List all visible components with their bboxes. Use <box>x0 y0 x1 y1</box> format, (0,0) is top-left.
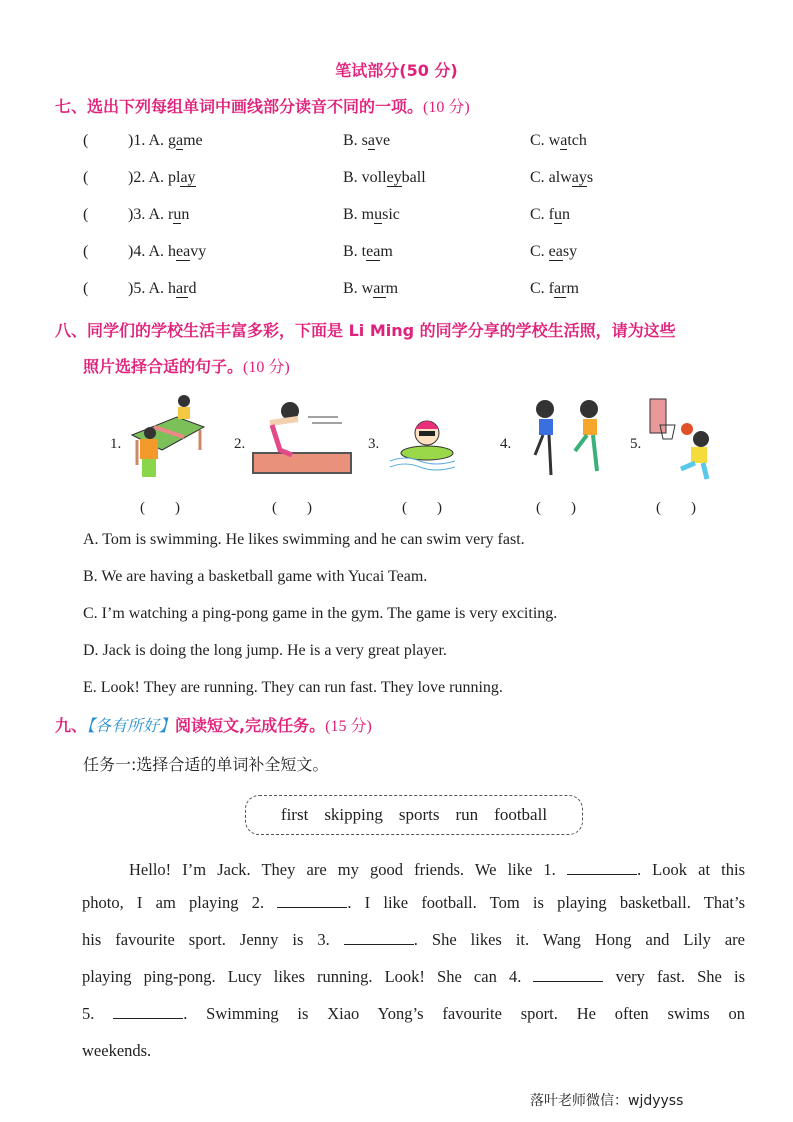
question-number: )3. A. <box>128 206 164 223</box>
question-number: )1. A. <box>128 132 164 149</box>
word: game <box>168 132 203 149</box>
blank-input[interactable] <box>277 893 347 908</box>
picture-number: 3. <box>368 436 380 452</box>
option-b: B. save <box>343 132 391 149</box>
question-paren[interactable]: ( <box>83 132 89 149</box>
picture-number: 4. <box>500 436 512 452</box>
passage-text: weekends. <box>82 1041 152 1060</box>
passage-text: . Swimming is Xiao Yong’s favourite sport. He often swims on <box>183 1004 745 1023</box>
passage-text: 5. <box>82 1004 114 1023</box>
passage-text: . Look at this <box>636 860 746 879</box>
question-number: )5. A. <box>128 280 164 297</box>
option-a <box>128 169 196 187</box>
blank-input[interactable] <box>533 967 603 982</box>
sentence-b: B. We are having a basketball game with Yucai Team. <box>83 568 428 585</box>
word: always <box>548 169 594 186</box>
word: heavy <box>168 243 207 260</box>
section-title: 笔试部分(50 分) <box>335 61 458 80</box>
option-b: B. music <box>343 206 400 223</box>
passage-text: very fast. She is <box>603 967 746 986</box>
word: run <box>168 206 190 223</box>
picture-number: 5. <box>630 436 642 452</box>
sentence-a: A. Tom is swimming. He likes swimming and he can swim very fast. <box>83 531 525 548</box>
question-number: )2. A. <box>128 169 164 186</box>
passage-line <box>82 930 745 950</box>
sentence-e: E. Look! They are running. They can run fast. They love running. <box>83 679 503 696</box>
word: warm <box>361 280 399 297</box>
passage-line <box>82 1004 745 1024</box>
word-bank-item: sports <box>398 805 440 824</box>
blank-input[interactable] <box>567 860 637 875</box>
blank-input[interactable] <box>344 930 414 945</box>
passage-text: playing ping-pong. Lucy likes running. Look! She can 4. <box>82 967 534 986</box>
passage-text: Hello! I’m Jack. They are my good friends. We like 1. <box>82 860 567 879</box>
word: volleyball <box>361 169 426 186</box>
word: farm <box>548 280 579 297</box>
answer-paren[interactable]: ( ) <box>536 500 576 516</box>
option-b: B. warm <box>343 280 399 297</box>
running-picture <box>515 395 610 483</box>
passage-line <box>82 1041 745 1061</box>
section8-heading-line2 <box>83 354 290 377</box>
picture-number: 1. <box>110 436 122 452</box>
passage-text: his favourite sport. Jenny is 3. <box>82 930 344 949</box>
answer-paren[interactable]: ( ) <box>402 500 442 516</box>
option-b: B. volleyball <box>343 169 426 186</box>
question-paren[interactable]: ( <box>83 280 89 297</box>
question-paren[interactable]: ( <box>83 243 89 260</box>
heading-text: 八、同学们的学校生活丰富多彩，下面是 Li Ming 的同学分享的学校生活照，请为这些 <box>55 321 676 340</box>
word-bank <box>245 795 583 835</box>
option-c: C. watch <box>530 132 587 149</box>
word: music <box>361 206 400 223</box>
option-c: C. easy <box>530 243 578 260</box>
option-a <box>128 206 189 224</box>
passage-text: . I like football. Tom is playing basketball. That’s <box>347 893 746 912</box>
heading-text: 阅读短文,完成任务。 <box>175 716 326 735</box>
sentence-c: C. I’m watching a ping-pong game in the gym. The game is very exciting. <box>83 605 558 622</box>
heading-prefix: 九、 <box>55 716 88 735</box>
heading-text: 七、选出下列每组单词中画线部分读音不同的一项。 <box>55 97 424 116</box>
word-bank-item: football <box>494 805 548 824</box>
word-bank-item: first <box>280 805 309 824</box>
word: easy <box>548 243 578 260</box>
answer-paren[interactable]: ( ) <box>656 500 696 516</box>
section-tag: 【各有所好】 <box>87 716 176 735</box>
task1-instruction: 任务一:选择合适的单词补全短文。 <box>83 755 329 774</box>
word: team <box>361 243 393 260</box>
points: (10 分) <box>243 359 290 376</box>
passage-line <box>82 967 745 987</box>
section9-heading <box>55 713 372 736</box>
answer-paren[interactable]: ( ) <box>272 500 312 516</box>
sentence-d: D. Jack is doing the long jump. He is a very great player. <box>83 642 447 659</box>
points: (10 分) <box>423 99 470 116</box>
passage-line <box>82 893 745 913</box>
passage-text: photo, I am playing 2. <box>82 893 278 912</box>
word: watch <box>548 132 587 149</box>
option-c: C. fun <box>530 206 570 223</box>
word: save <box>361 132 391 149</box>
option-c: C. always <box>530 169 594 186</box>
word: hard <box>168 280 197 297</box>
heading-text: 照片选择合适的句子。 <box>83 357 244 376</box>
word-bank-item: run <box>455 805 479 824</box>
question-paren[interactable]: ( <box>83 169 89 186</box>
section8-heading <box>55 318 676 341</box>
word-bank-item: skipping <box>324 805 383 824</box>
question-paren[interactable]: ( <box>83 206 89 223</box>
ping-pong-picture <box>122 395 212 483</box>
basketball-picture <box>645 395 720 483</box>
option-a <box>128 280 196 298</box>
blank-input[interactable] <box>113 1004 183 1019</box>
picture-number: 2. <box>234 436 246 452</box>
long-jump-picture <box>250 395 355 477</box>
word: play <box>168 169 196 186</box>
option-a <box>128 132 203 150</box>
option-a <box>128 243 206 261</box>
word: fun <box>548 206 570 223</box>
option-b: B. team <box>343 243 393 260</box>
question-number: )4. A. <box>128 243 164 260</box>
points: (15 分) <box>325 718 372 735</box>
passage-line <box>82 856 745 880</box>
option-c: C. farm <box>530 280 579 297</box>
section7-heading <box>55 94 470 117</box>
answer-paren[interactable]: ( ) <box>140 500 180 516</box>
swimming-picture <box>385 395 465 477</box>
passage-text: . She likes it. Wang Hong and Lily are <box>413 930 745 949</box>
footer-note: 落叶老师微信：wjdyyss <box>530 1093 684 1109</box>
